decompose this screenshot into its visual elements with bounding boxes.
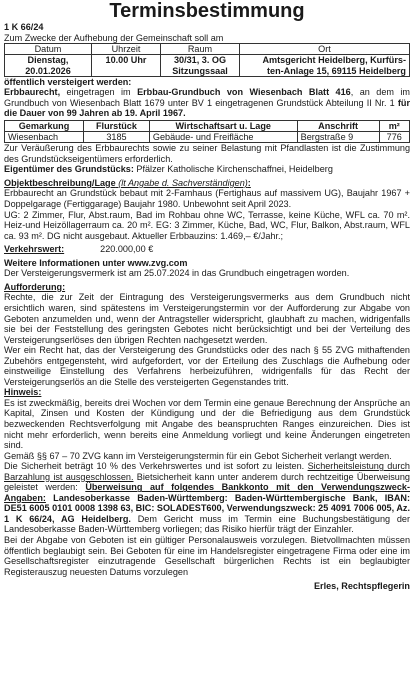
object-heading	[4, 178, 410, 189]
leasehold-part4: , an dem im Grundbuch von Wiesenbach Blatt 1679 unter BV 1 eingetragenen Grundstück Abteilung II Nr. 1	[4, 87, 410, 108]
appointment-row	[5, 55, 410, 76]
object-note: (lt Angabe d. Sachverständigen)	[115, 177, 248, 188]
header-wirtschaftsart: Wirtschaftsart u. Lage	[149, 120, 297, 131]
leasehold-part2: eingetragen im	[60, 87, 138, 98]
place-line2: ten-Anlage 15, 69115 Heidelberg	[267, 65, 406, 76]
security-part-a: Die Sicherheit beträgt 10 % des Verkehrswertes und ist sofort zu leisten.	[4, 461, 308, 472]
leasehold-duration: für die Dauer von 99 Jahren ab 19. April 1967.	[4, 97, 410, 119]
header-gemarkung: Gemarkung	[5, 120, 84, 131]
page-title: Terminsbestimmung	[109, 0, 305, 22]
object-label: Objektbeschreibung/Lage	[4, 177, 116, 188]
more-info-link[interactable]: Weitere Informationen unter www.zvg.com	[4, 257, 188, 268]
appointment-header-row	[5, 44, 410, 55]
header-date: Datum	[5, 44, 92, 55]
security-part-d: Überweisung auf folgendes Bankkonto mit den Verwendungszweck-Angaben:	[4, 482, 410, 503]
market-value-line	[4, 244, 410, 255]
parcel-header-row	[5, 120, 410, 131]
notes-heading: Hinweis:	[4, 387, 42, 398]
security-text	[4, 461, 410, 535]
appointment-time: 10.00 Uhr	[92, 55, 161, 76]
parcel-anschrift: Bergstraße 9	[297, 132, 379, 143]
request-heading: Aufforderung:	[4, 281, 66, 292]
parcel-table	[4, 120, 410, 143]
security-bank-details: Landesoberkasse Baden-Württemberg: Baden-Württembergische Bank, IBAN: DE51 6005 0101 0008 1398 63, BIC: SOLADEST600, Verwendungszweck: 25 4091 7006 005, Az. 1 K 66/24, AG Heidelberg.	[4, 492, 410, 524]
header-time: Uhrzeit	[92, 44, 161, 55]
sale-consent-text: Zur Veräußerung des Erbbaurechts sowie zu seiner Belastung mit Pfandlasten ist die Zustimmung des Grundstückseigentümers erforderlich.	[4, 143, 410, 164]
security-part-b: Sicherheitsleistung durch Barzahlung ist ausgeschlossen.	[4, 461, 410, 482]
leasehold-label: Erbbaurecht,	[4, 87, 61, 98]
room-line1: 30/31, 3. OG	[173, 55, 227, 66]
appointment-place	[240, 55, 410, 76]
place-line1: Amtsgericht Heidelberg, Kurfürs-	[262, 55, 406, 66]
appointment-room	[161, 55, 240, 76]
object-description: Erbbaurecht an Grundstück bebaut mit 2-Famhaus (Fertighaus auf massivem UG), Baujahr 1967 + Doppelgarage (Fertiggarage) Baujahr 1980. Unbewohnt seit April 2023.	[4, 188, 410, 210]
auction-heading: öffentlich versteigert werden:	[4, 76, 132, 87]
signature: Erles, Rechtspflegerin	[313, 581, 410, 592]
parcel-gemarkung: Wiesenbach	[5, 132, 84, 143]
id-requirements-text: Bei der Abgabe von Geboten ist ein gültiger Personalausweis vorzulegen. Bietvollmachten müssen öffentlich beglaubigt sein. Bei Geboten für eine im Handelsregister eingetragene Firma oder eine im Gesellschaftsregister einzutragende Gesellschaft bürgerlichen Rechts ist ein beglaubigter Registerauszug neuesten Datums vorzulegen	[4, 534, 410, 577]
security-part-f: Dem Gericht muss im Termin eine Buchungsbestätigung der Landesoberkasse Baden-Württemberg vorliegen; das Risiko hierfür trägt der Einzahler.	[4, 513, 410, 535]
intro-text: Zum Zwecke der Aufhebung der Gemeinschaft soll am	[4, 32, 224, 43]
request-text: Rechte, die zur Zeit der Eintragung des Versteigerungsvermerks aus dem Grundbuch nicht ersichtlich waren, sind spätestens im Versteigerungstermin vor der Aufforderung zur Abgabe von Geboten anzumelden und, wenn der Antragsteller widerspricht, glaubhaft zu machen, widrigenfalls sie bei der Feststellung des geringsten Gebotes nicht berücksichtigt und bei der Verteilung des Versteigerungserlöses den übrigen Rechten nachgesetzt werden.	[4, 292, 410, 345]
room-line2: Sitzungssaal	[172, 65, 228, 76]
market-value-amount: 220.000,00 €	[100, 244, 154, 255]
header-flurstueck: Flurstück	[84, 120, 150, 131]
market-value-label: Verkehrswert:	[4, 244, 65, 255]
object-description-rooms: UG: 2 Zimmer, Flur, Abst.raum, Bad im Rohbau ohne WC, Terrasse, keine Küche, WFL ca. 70 m². Heiz-und Heizöllagerraum ca. 20 m². EG: 3 Zimmer, Küche, Bad, WC, Flur, Balkon, Abst.raum, WFL ca. 93 m². DG nicht ausgebaut. Aktueller Erbbauzins: 1.469,– €/Jahr.;	[4, 209, 410, 241]
parcel-wirtschaftsart: Gebäude- und Freifläche	[149, 132, 297, 143]
security-part-c: Bietsicherheit kann unter anderem durch rechtzeitige Überweisung geleistet werden:	[4, 471, 410, 493]
appointment-table	[4, 43, 410, 77]
parcel-area: 776	[379, 132, 410, 143]
notes-text-2: Gemäß §§ 67 – 70 ZVG kann im Versteigerungstermin für ein Gebot Sicherheit verlangt werden.	[4, 450, 392, 461]
header-anschrift: Anschrift	[297, 120, 379, 131]
leasehold-register: Erbbau-Grundbuch von Wiesenbach Blatt 416	[137, 87, 351, 98]
parcel-row	[5, 132, 410, 143]
request-text-2: Wer ein Recht hat, das der Versteigerung des Grundstücks oder des nach § 55 ZVG mithaftenden Zubehörs entgegensteht, wird aufgefordert, vor der Erteilung des Zuschlags die Aufhebung oder einstweilige Einstellung des Verfahrens herbeizuführen, widrigenfalls für das Recht der Versteigerungserlös an die Stelle des versteigerten Gegenstandes tritt.	[4, 345, 410, 387]
object-colon: :	[247, 177, 251, 188]
owner-line	[4, 164, 410, 175]
parcel-flurstueck: 3185	[84, 132, 150, 143]
registration-text: Der Versteigerungsvermerk ist am 25.07.2024 in das Grundbuch eingetragen worden.	[4, 268, 350, 279]
date-line1: Dienstag,	[27, 55, 69, 66]
notes-text-1: Es ist zweckmäßig, bereits drei Wochen vor dem Termin eine genaue Berechnung der Ansprüche an Kapital, Zinsen und Kosten der Kündigung und der die Befriedigung aus dem Grundstück bezweckenden Rechtsverfolgung mit Angabe des beanspruchten Ranges einzureichen. Dies ist nicht mehr erforderlich, wenn bereits eine Anmeldung vorliegt und keine Änderungen eingetreten sind.	[4, 397, 410, 451]
header-room: Raum	[161, 44, 240, 55]
case-number: 1 K 66/24	[4, 22, 44, 32]
owner-label: Eigentümer des Grundstücks:	[4, 164, 134, 175]
header-area: m²	[379, 120, 410, 131]
date-line2: 20.01.2026	[25, 65, 71, 76]
header-place: Ort	[240, 44, 410, 55]
leasehold-text	[4, 87, 410, 119]
owner-value: Pfälzer Katholische Kirchenschaffnei, Heidelberg	[133, 164, 333, 175]
appointment-date	[5, 55, 92, 76]
